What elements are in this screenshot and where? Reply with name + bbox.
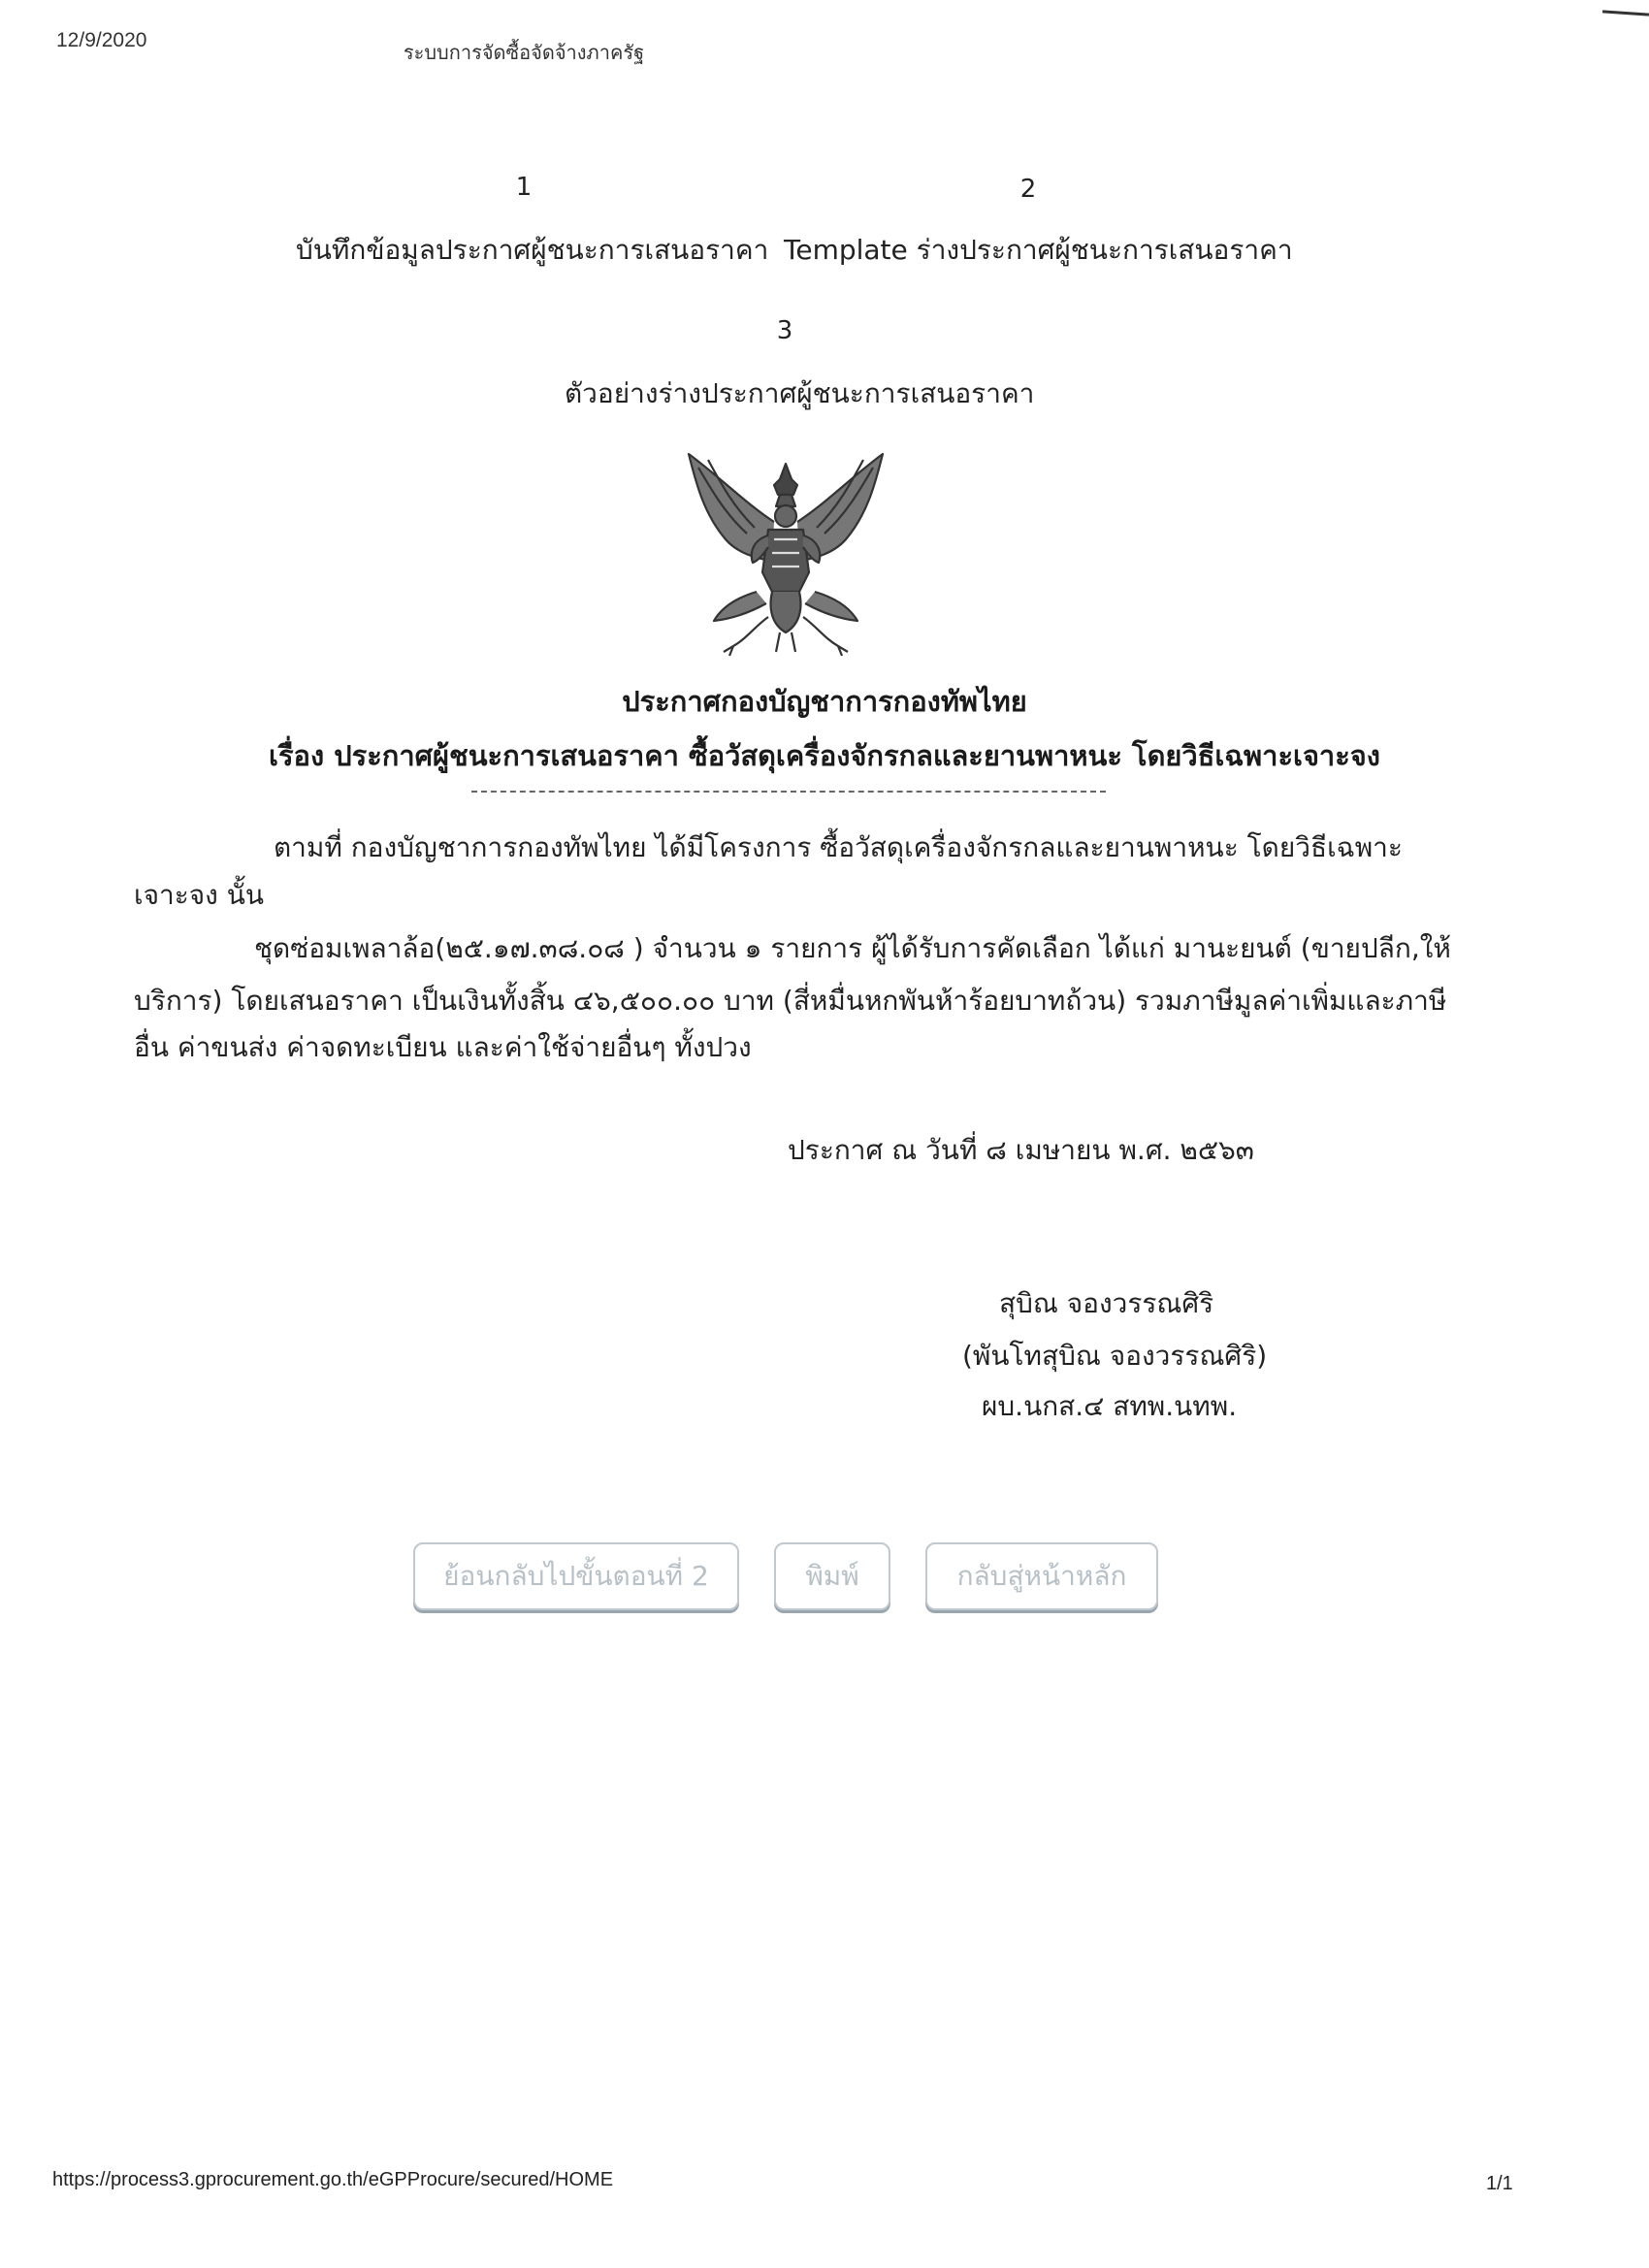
step-1-number: 1 bbox=[515, 173, 533, 202]
para1-line2: เจาะจง นั้น bbox=[134, 879, 264, 911]
announcement-subject: เรื่อง ประกาศผู้ชนะการเสนอราคา ซื้อวัสดุเครื่องจักรกลและยานพาหนะ โดยวิธีเฉพาะเจาะจง bbox=[269, 739, 1380, 772]
page-url: https://process3.gprocurement.go.th/eGPProcure/secured/HOME bbox=[52, 2169, 614, 2190]
home-button[interactable]: กลับสู่หน้าหลัก bbox=[925, 1542, 1158, 1610]
signature-full-name: (พันโทสุบิณ จองวรรณศิริ) bbox=[962, 1340, 1268, 1372]
announcement-date: ประกาศ ณ วันที่ ๘ เมษายน พ.ศ. ๒๕๖๓ bbox=[788, 1134, 1254, 1166]
step-1-label[interactable]: บันทึกข้อมูลประกาศผู้ชนะการเสนอราคา bbox=[296, 234, 769, 266]
site-title-text: ระบบการจัดซื้อจัดจ้างภาครัฐ bbox=[403, 41, 645, 64]
step-2-label[interactable]: Template ร่างประกาศผู้ชนะการเสนอราคา bbox=[784, 234, 1293, 266]
para1-line1: ตามที่ กองบัญชาการกองทัพไทย ได้มีโครงการ ซื้อวัสดุเครื่องจักรกลและยานพาหนะ โดยวิธีเฉพาะ bbox=[274, 831, 1403, 863]
signature-name: สุบิณ จองวรรณศิริ bbox=[999, 1287, 1214, 1319]
back-to-step-2-button[interactable]: ย้อนกลับไปขั้นตอนที่ 2 bbox=[413, 1542, 739, 1610]
para2-line2: บริการ) โดยเสนอราคา เป็นเงินทั้งสิ้น ๔๖,๕๐๐.๐๐ บาท (สี่หมื่นหกพันห้าร้อยบาทถ้วน) รวมภาษีมูลค่าเพิ่มและภาษี bbox=[134, 985, 1447, 1017]
print-date: 12/9/2020 bbox=[56, 29, 147, 51]
print-button[interactable]: พิมพ์ bbox=[774, 1542, 890, 1610]
scan-corner-mark bbox=[1581, 0, 1649, 23]
title-divider bbox=[471, 791, 1106, 793]
para2-line3: อื่น ค่าขนส่ง ค่าจดทะเบียน และค่าใช้จ่ายอื่นๆ ทั้งปวง bbox=[134, 1031, 752, 1063]
signature-position: ผบ.นกส.๔ สทพ.นทพ. bbox=[982, 1390, 1238, 1422]
page-number: 1/1 bbox=[1486, 2173, 1513, 2194]
announcement-title: ประกาศกองบัญชาการกองทัพไทย bbox=[622, 685, 1027, 718]
step-2-number: 2 bbox=[1019, 175, 1037, 204]
para2-line1: ชุดซ่อมเพลาล้อ(๒๕.๑๗.๓๘.๐๘ ) จำนวน ๑ รายการ ผู้ได้รับการคัดเลือก ได้แก่ มานะยนต์ (ขายปลีก,ให้ bbox=[254, 932, 1451, 964]
step-3-number: 3 bbox=[776, 316, 793, 345]
garuda-emblem-icon bbox=[679, 446, 892, 660]
step-3-label[interactable]: ตัวอย่างร่างประกาศผู้ชนะการเสนอราคา bbox=[565, 377, 1035, 409]
site-title bbox=[0, 37, 1649, 68]
